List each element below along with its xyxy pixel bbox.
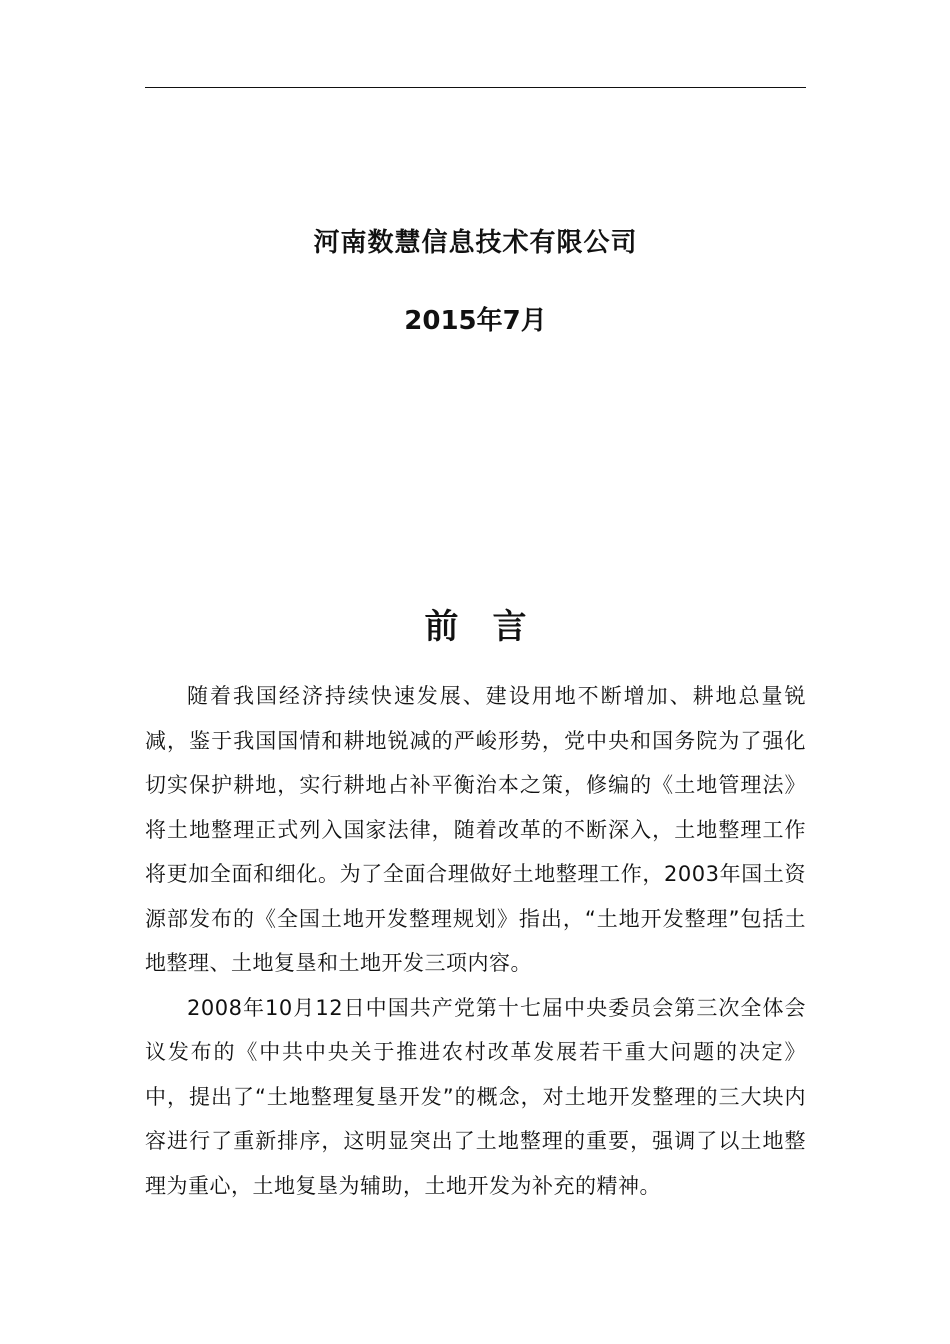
company-name: 河南数慧信息技术有限公司 — [313, 228, 638, 258]
document-date: 2015年7月 — [404, 306, 547, 336]
preface-body — [145, 674, 806, 1208]
preface-paragraph-1: 随着我国经济持续快速发展、建设用地不断增加、耕地总量锐减，鉴于我国国情和耕地锐减的严峻形势，党中央和国务院为了强化切实保护耕地，实行耕地占补平衡治本之策，修编的《土地管理法》将土地整理正式列入国家法律，随着改革的不断深入，土地整理工作将更加全面和细化。为了全面合理做好土地整理工作，2003年国土资源部发布的《全国土地开发整理规划》指出，“土地开发整理”包括土地整理、土地复垦和土地开发三项内容。 — [145, 684, 806, 975]
preface-title: 前 言 — [424, 607, 527, 647]
header-rule — [145, 87, 806, 88]
preface-paragraph-2: 2008年10月12日中国共产党第十七届中央委员会第三次全体会议发布的《中共中央关于推进农村改革发展若干重大问题的决定》中，提出了“土地整理复垦开发”的概念，对土地开发整理的三大块内容进行了重新排序，这明显突出了土地整理的重要，强调了以土地整理为重心，土地复垦为辅助，土地开发为补充的精神。 — [145, 995, 806, 1198]
